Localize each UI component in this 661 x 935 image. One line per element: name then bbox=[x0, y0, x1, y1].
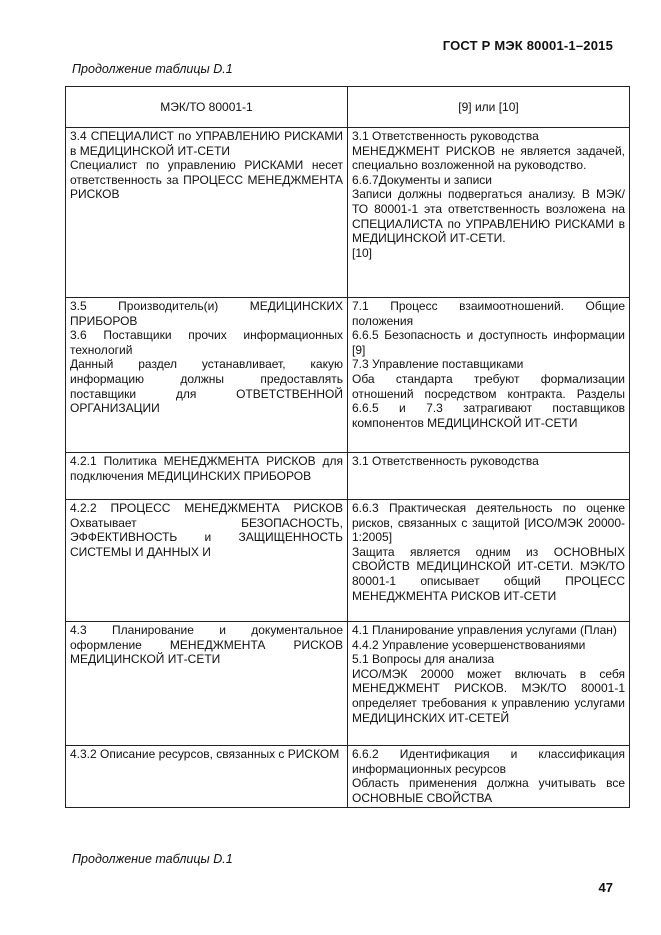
cell-refs bbox=[348, 746, 630, 808]
column-header-iec: МЭК/ТО 80001-1 bbox=[66, 87, 348, 128]
cell-paragraph: 6.6.3 Практическая деятельность по оценке рисков, связанных с защитой [ИСО/МЭК 20000-1:2005] bbox=[352, 501, 625, 545]
cell-paragraph: 3.1 Ответственность руководства bbox=[352, 129, 539, 143]
table-row bbox=[66, 622, 630, 746]
cell-iec bbox=[66, 500, 348, 622]
cell-paragraph: 3.1 Ответственность руководства bbox=[352, 454, 539, 468]
cell-paragraph: Специалист по управлению РИСКАМИ несет ответственность за ПРОЦЕСС МЕНЕДЖМЕНТА РИСКОВ bbox=[70, 158, 343, 202]
cell-paragraph: 3.6 Поставщики прочих информационных технологий bbox=[70, 328, 343, 357]
cell-paragraph: 5.1 Вопросы для анализа bbox=[352, 652, 495, 667]
cell-iec bbox=[66, 128, 348, 298]
table-row bbox=[66, 500, 630, 622]
table-row bbox=[66, 453, 630, 500]
cell-iec bbox=[66, 622, 348, 746]
cell-paragraph: 4.2.1 Политика МЕНЕДЖМЕНТА РИСКОВ для подключения МЕДИЦИНСКИХ ПРИБОРОВ bbox=[70, 454, 343, 483]
table-row bbox=[66, 128, 630, 298]
cell-refs bbox=[348, 128, 630, 298]
cell-paragraph: 4.4.2 Управление усовершенствованиями bbox=[352, 637, 586, 652]
table-header-row bbox=[66, 87, 630, 128]
cell-refs bbox=[348, 298, 630, 453]
cell-paragraph: МЕНЕДЖМЕНТ РИСКОВ не является задачей, специально возложенной на руководство. bbox=[352, 143, 625, 173]
cell-paragraph: Защита является одним из ОСНОВНЫХ СВОЙСТВ МЕДИЦИНСКОЙ ИТ-СЕТИ. МЭК/ТО 80001-1 описывает общий ПРОЦЕСС МЕНЕДЖМЕНТА РИСКОВ ИТ-СЕТИ bbox=[352, 544, 625, 603]
cell-paragraph: 3.4 СПЕЦИАЛИСТ по УПРАВЛЕНИЮ РИСКАМИ в МЕДИЦИНСКОЙ ИТ-СЕТИ bbox=[70, 129, 343, 158]
cell-iec bbox=[66, 453, 348, 500]
table-row bbox=[66, 298, 630, 453]
cell-refs bbox=[348, 453, 630, 500]
cell-paragraph: Оба стандарта требуют формализации отношений посредством контракта. Разделы 6.6.5 и 7.3 затрагивают поставщиков компонентов МЕДИЦИНСКОЙ ИТ-СЕТИ bbox=[352, 371, 625, 430]
page-number: 47 bbox=[598, 880, 613, 895]
cell-paragraph: 7.3 Управление поставщиками bbox=[352, 357, 524, 372]
cell-paragraph: 4.1 Планирование управления услугами (План) bbox=[352, 623, 617, 637]
cell-paragraph: ИСО/МЭК 20000 может включать в себя МЕНЕДЖМЕНТ РИСКОВ. МЭК/ТО 80001-1 определяет требования к управлению услугами МЕДИЦИНСКИХ ИТ-СЕТЕЙ bbox=[352, 666, 625, 725]
cell-paragraph: 4.3.2 Описание ресурсов, связанных с РИСКОМ bbox=[70, 747, 340, 761]
cell-refs bbox=[348, 622, 630, 746]
table-caption-top: Продолжение таблицы D.1 bbox=[72, 62, 233, 76]
cell-paragraph: 4.2.2 ПРОЦЕСС МЕНЕДЖМЕНТА РИСКОВ Охватывает БЕЗОПАСНОСТЬ, ЭФФЕКТИВНОСТЬ и ЗАЩИЩЕННОСТЬ СИСТЕМЫ И ДАННЫХ И bbox=[70, 501, 343, 559]
cell-iec bbox=[66, 746, 348, 808]
cell-paragraph: 3.5 Производитель(и) МЕДИЦИНСКИХ ПРИБОРОВ bbox=[70, 299, 343, 328]
table-caption-bottom: Продолжение таблицы D.1 bbox=[72, 852, 233, 866]
cell-paragraph: 6.6.7Документы и записи bbox=[352, 172, 492, 187]
cell-refs bbox=[348, 500, 630, 622]
cell-paragraph: 4.3 Планирование и документальное оформление МЕНЕДЖМЕНТА РИСКОВ МЕДИЦИНСКОЙ ИТ-СЕТИ bbox=[70, 623, 343, 667]
cell-paragraph: 6.6.5 Безопасность и доступность информации [9] bbox=[352, 328, 625, 357]
standard-header: ГОСТ Р МЭК 80001-1–2015 bbox=[442, 38, 613, 53]
cell-paragraph: 6.6.2 Идентификация и классификация информационных ресурсов bbox=[352, 747, 625, 776]
column-header-refs: [9] или [10] bbox=[348, 87, 630, 128]
table-row bbox=[66, 746, 630, 808]
cell-paragraph: Записи должны подвергаться анализу. В МЭК/ТО 80001-1 эта ответственность возложена на СПЕЦИАЛИСТА по УПРАВЛЕНИЮ РИСКАМИ в МЕДИЦИНСКОЙ ИТ-СЕТИ. bbox=[352, 187, 625, 246]
cell-iec bbox=[66, 298, 348, 453]
comparison-table bbox=[65, 86, 630, 808]
cell-paragraph: Область применения должна учитывать все ОСНОВНЫЕ СВОЙСТВА bbox=[352, 776, 625, 805]
cell-paragraph: [10] bbox=[352, 245, 373, 260]
cell-paragraph: 7.1 Процесс взаимоотношений. Общие положения bbox=[352, 299, 625, 328]
cell-paragraph: Данный раздел устанавливает, какую информацию должны предоставлять поставщики для ОТВЕТСТВЕННОЙ ОРГАНИЗАЦИИ bbox=[70, 357, 343, 416]
